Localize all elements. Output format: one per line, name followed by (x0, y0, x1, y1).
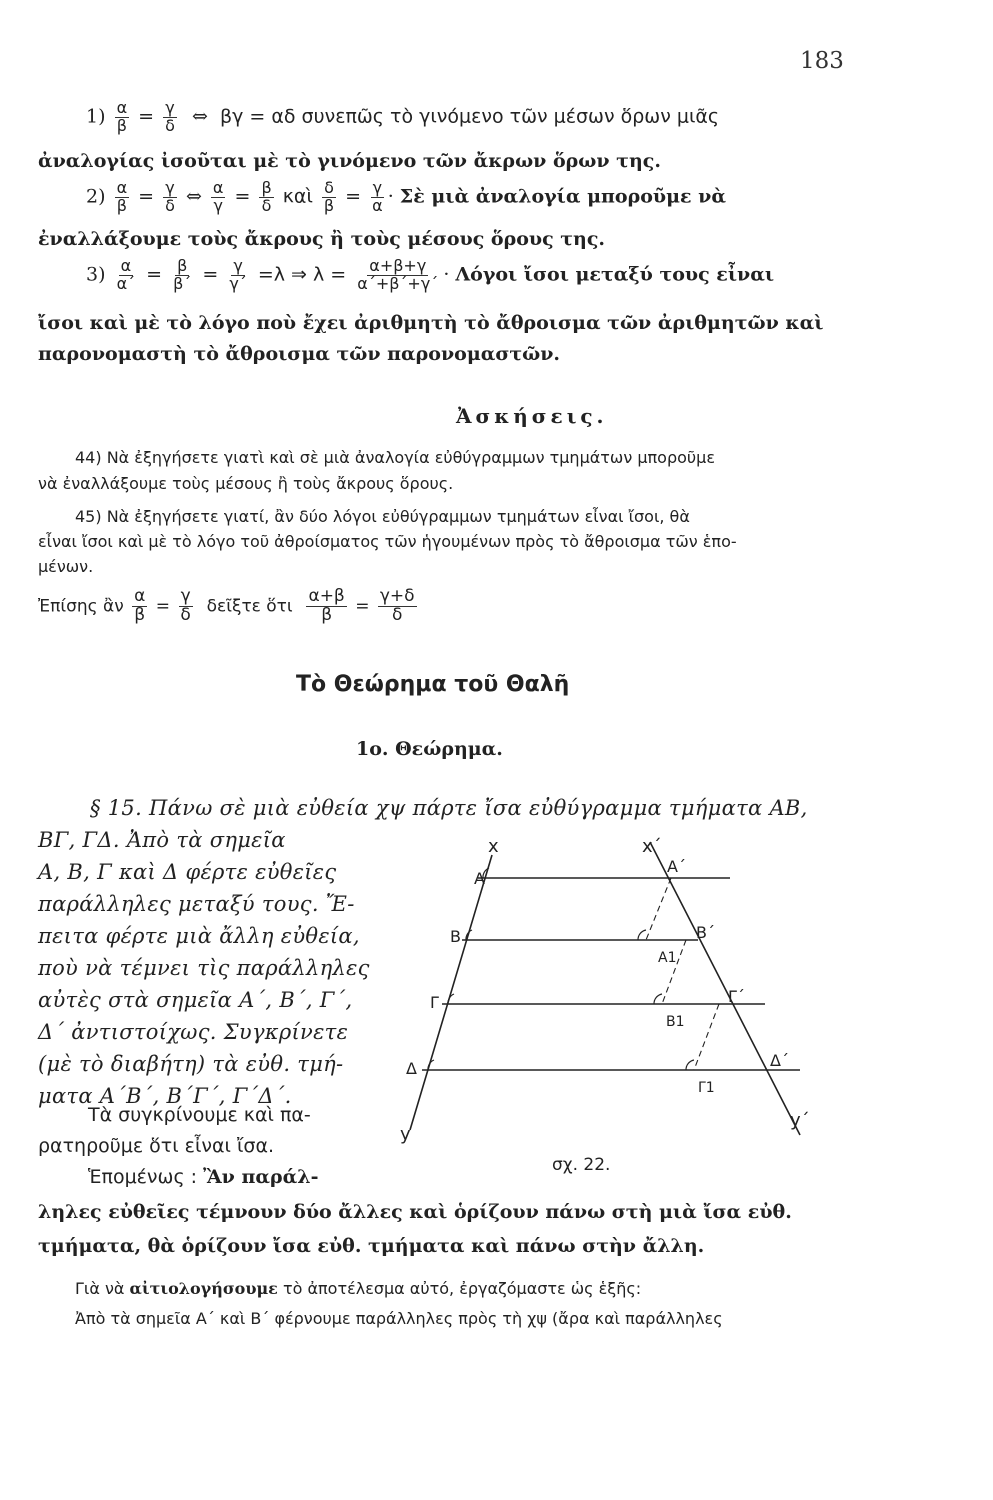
exercise-45-line-3: μένων. (38, 557, 94, 576)
fraction: $\frac{\gamma}{\delta}$ (165, 178, 175, 215)
label-x: x (488, 836, 499, 857)
label-y-prime: y΄ (790, 1110, 810, 1131)
fraction-a-b: $\frac{\alpha}{\beta}$ (116, 98, 128, 135)
fraction: $\frac{\delta}{\beta}$ (323, 178, 335, 215)
para15-line-10: ματα Α΄Β΄, Β΄Γ΄, Γ΄Δ΄. (38, 1084, 292, 1108)
para15-line-4: παράλληλες μεταξύ τους. Ἔ- (38, 892, 355, 916)
section-title: Τὸ Θεώρημα τοῦ Θαλῆ (296, 672, 570, 697)
rule-2: 2) $\frac{\alpha}{\beta}$ = $\frac{\gamma}{\delta}$ ⇔ $\frac{\alpha}{\gamma}$ = $\frac{\beta}{\delta}$ καὶ $\frac{\delta}{\beta}$ = $\frac{\gamma}{\alpha}$ · Σὲ μιὰ ἀναλογία μποροῦμε νὰ (86, 178, 726, 215)
figure-22 (380, 830, 850, 1190)
theorem-line-3: τμήματα, θὰ ὁρίζουν ἴσα εὐθ. τμήματα καὶ πάνω στὴν ἄλλη. (38, 1235, 705, 1257)
theorem-line-1: Ἂν παράλ- (203, 1166, 319, 1188)
para15-line-1: § 15. Πάνω σὲ μιὰ εὐθεία χψ πάρτε ἴσα εὐθύγραμμα τμήματα ΑΒ, (90, 796, 808, 820)
label-a: Α (474, 869, 485, 888)
exercises-title: Ἀσκήσεις. (456, 404, 608, 428)
theorem-first-line (88, 1166, 318, 1188)
rule-2-label: 2) (86, 185, 106, 208)
rule-3-continuation-2: παρονομαστὴ τὸ ἄθροισμα τῶν παρονομαστῶν. (38, 343, 561, 365)
para15-line-2: ΒΓ, ΓΔ. Ἀπὸ τὰ σημεῖα (38, 828, 286, 852)
closing-bold: αἰτιολογήσουμε (129, 1279, 278, 1298)
compare-line-2: ρατηροῦμε ὅτι εἶναι ἴσα. (38, 1135, 275, 1157)
closing-line-1 (75, 1279, 641, 1298)
exercise-45-line-1: 45) Νὰ ἐξηγήσετε γιατί, ἂν δύο λόγοι εὐθύγραμμων τμημάτων εἶναι ἴσοι, θὰ (75, 507, 690, 526)
para15-line-6: ποὺ νὰ τέμνει τὶς παράλληλες (38, 956, 370, 980)
rule-1: 1) $\frac{\alpha}{\beta}$ = $\frac{\gamma}{\delta}$ ⇔ βγ = αδ συνεπῶς τὸ γινόμενο τῶν μέσων ὅρων μιᾶς (86, 98, 720, 135)
label-b1: Β1 (666, 1014, 685, 1030)
fraction: $\frac{\alpha+\beta}{\beta}$ (308, 586, 345, 625)
page-number: 183 (800, 48, 844, 74)
label-a1: Α1 (658, 950, 677, 966)
line-xprime-yprime (650, 842, 800, 1135)
section-subtitle: 1ο. Θεώρημα. (356, 738, 503, 760)
para15-line-3: Α, Β, Γ καὶ Δ φέρτε εὐθεῖες (38, 860, 337, 884)
rule-1-label: 1) (86, 105, 106, 128)
fraction: $\frac{\alpha}{\beta}$ (116, 178, 128, 215)
exercise-44-line-2: νὰ ἐναλλάξουμε τοὺς μέσους ἢ τοὺς ἄκρους ὅρους. (38, 474, 454, 493)
fraction: $\frac{\beta}{\beta΄}$ (173, 256, 192, 293)
label-d-prime: Δ΄ (770, 1051, 789, 1070)
also-mid: δεῖξτε ὅτι (206, 596, 293, 617)
rule-3-continuation-1: ἴσοι καὶ μὲ τὸ λόγο ποὺ ἔχει ἀριθμητὴ τὸ ἄθροισμα τῶν ἀριθμητῶν καὶ (38, 312, 824, 334)
line-xy (410, 855, 492, 1130)
rule-1-text: βγ = αδ συνεπῶς τὸ γινόμενο τῶν μέσων ὅρων μιᾶς (219, 105, 720, 128)
para15-line-5: πειτα φέρτε μιὰ ἄλλη εὐθεία, (38, 924, 360, 948)
figure-caption: σχ. 22. (552, 1155, 611, 1175)
rule-2-continuation: ἐναλλάξουμε τοὺς ἄκρους ἢ τοὺς μέσους ὅρους της. (38, 228, 606, 250)
label-x-prime: x΄ (642, 836, 662, 857)
rule-2-text: Σὲ μιὰ ἀναλογία μποροῦμε νὰ (399, 185, 726, 208)
angle-arc-a1 (638, 930, 646, 940)
label-y: y (400, 1124, 411, 1145)
theorem-line-2: ληλες εὐθεῖες τέμνουν δύο ἄλλες καὶ ὁρίζουν πάνω στὴ μιὰ ἴσα εὐθ. (38, 1201, 792, 1223)
closing-suffix: τὸ ἀποτέλεσμα αὐτό, ἐργαζόμαστε ὡς ἑξῆς: (282, 1279, 642, 1298)
angle-arc-g (448, 994, 454, 1004)
compare-line-1: Τὰ συγκρίνουμε καὶ πα- (88, 1104, 311, 1126)
exercise-45-line-2: εἶναι ἴσοι καὶ μὲ τὸ λόγο τοῦ ἀθροίσματος τῶν ἡγουμένων πρὸς τὸ ἄθροισμα τῶν ἑπο- (38, 532, 737, 551)
label-g: Γ (430, 993, 439, 1012)
therefore-label: Ἑπομένως : (88, 1166, 198, 1188)
angle-arc-g1 (686, 1060, 694, 1070)
label-g1: Γ1 (698, 1080, 715, 1096)
exercise-44-line-1: 44) Νὰ ἐξηγήσετε γιατὶ καὶ σὲ μιὰ ἀναλογία εὐθύγραμμων τμημάτων μποροῦμε (75, 448, 715, 467)
rule-3-label: 3) (86, 263, 106, 286)
closing-prefix: Γιὰ νὰ (75, 1279, 125, 1298)
rule-1-continuation: ἀναλογίας ἰσοῦται μὲ τὸ γινόμενο τῶν ἄκρων ὅρων της. (38, 150, 661, 172)
fraction: $\frac{\alpha}{\beta}$ (134, 586, 146, 625)
exercise-also: Ἐπίσης ἂν $\frac{\alpha}{\beta}$ = $\frac{\gamma}{\delta}$ δεῖξτε ὅτι $\frac{\alpha+\beta}{\beta}$ = $\frac{\gamma+\delta}{\delta}$ (38, 586, 415, 625)
fraction: $\frac{\gamma}{\gamma΄}$ (229, 256, 247, 293)
fraction: $\frac{\alpha+\beta+\gamma}{\alpha΄+\beta΄+\gamma΄}$ (357, 256, 439, 293)
helper-g (694, 1004, 719, 1070)
label-d: Δ (406, 1059, 417, 1078)
label-a-prime: Α΄ (667, 857, 686, 876)
also-prefix: Ἐπίσης ἂν (38, 596, 124, 617)
rule-3: 3) $\frac{\alpha}{\alpha΄}$ = $\frac{\beta}{\beta΄}$ = $\frac{\gamma}{\gamma΄}$ =λ ⇒ λ = $\frac{\alpha+\beta+\gamma}{\alpha΄+\beta΄+\gamma΄}$ · Λόγοι ἴσοι μεταξύ τους εἶναι (86, 256, 775, 293)
fraction: $\frac{\gamma}{\alpha}$ (372, 178, 383, 215)
helper-a (646, 878, 671, 940)
para15-line-9: (μὲ τὸ διαβήτη) τὰ εὐθ. τμή- (38, 1052, 344, 1076)
fraction: $\frac{\alpha}{\gamma}$ (212, 178, 224, 215)
fraction-g-d: $\frac{\gamma}{\delta}$ (165, 98, 175, 135)
fraction: $\frac{\alpha}{\alpha΄}$ (116, 256, 136, 293)
para15-line-8: Δ΄ ἀντιστοίχως. Συγκρίνετε (38, 1020, 349, 1044)
angle-arc-b1 (654, 994, 662, 1004)
label-g-prime: Γ΄ (728, 987, 745, 1006)
label-b: Β (450, 927, 461, 946)
fraction: $\frac{\gamma+\delta}{\delta}$ (379, 586, 415, 625)
fraction: $\frac{\gamma}{\delta}$ (180, 586, 191, 625)
rule-3-text: Λόγοι ἴσοι μεταξύ τους εἶναι (455, 263, 775, 286)
closing-line-2: Ἀπὸ τὰ σημεῖα Α΄ καὶ Β΄ φέρνουμε παράλληλες πρὸς τὴ χψ (ἄρα καὶ παράλληλες (75, 1309, 723, 1328)
fraction: $\frac{\beta}{\delta}$ (261, 178, 272, 215)
label-b-prime: Β΄ (696, 923, 715, 942)
para15-line-7: αὐτὲς στὰ σημεῖα Α΄, Β΄, Γ΄, (38, 988, 353, 1012)
